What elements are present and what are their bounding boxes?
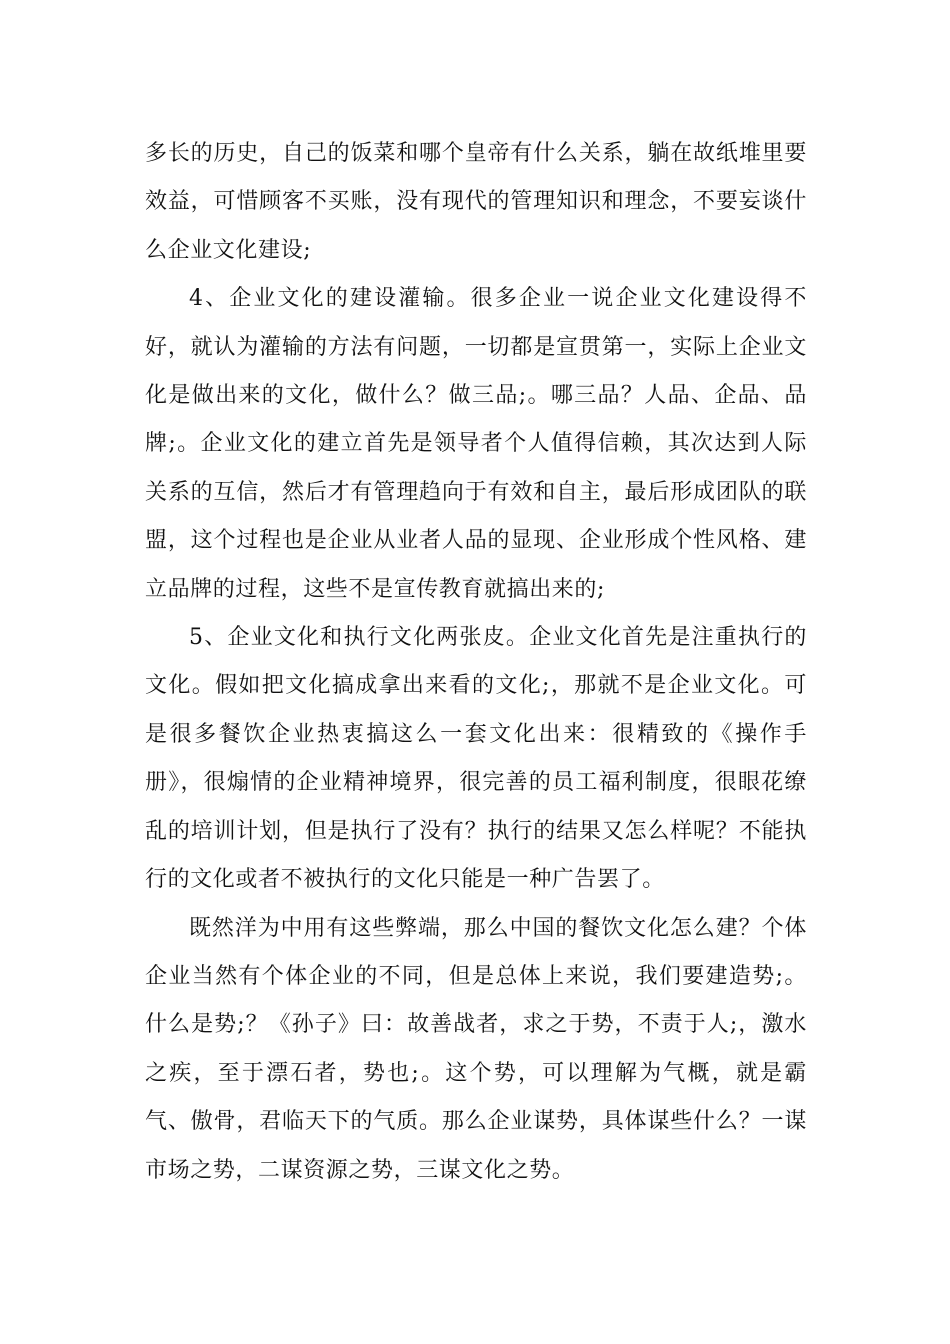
paragraph-continuation: 多长的历史，自己的饭菜和哪个皇帝有什么关系，躺在故纸堆里要效益，可惜顾客不买账，没有现代的管理知识和理念，不要妄谈什么企业文化建设; xyxy=(145,141,807,263)
body-text xyxy=(145,130,807,1195)
paragraph-item-5: 5、企业文化和执行文化两张皮。企业文化首先是注重执行的文化。假如把文化搞成拿出来看的文化;，那就不是企业文化。可是很多餐饮企业热衷搞这么一套文化出来：很精致的《操作手册》，很煽情的企业精神境界，很完善的员工福利制度，很眼花缭乱的培训计划，但是执行了没有？执行的结果又怎么样呢？不能执行的文化或者不被执行的文化只能是一种广告罢了。 xyxy=(145,625,807,893)
paragraph-conclusion: 既然洋为中用有这些弊端，那么中国的餐饮文化怎么建？个体企业当然有个体企业的不同，但是总体上来说，我们要建造势;。什么是势;？《孙子》曰：故善战者，求之于势，不责于人;，激水之疾，至于漂石者，势也;。这个势，可以理解为气概，就是霸气、傲骨，君临天下的气质。那么企业谋势，具体谋些什么？一谋市场之势，二谋资源之势，三谋文化之势。 xyxy=(145,915,807,1183)
paragraph-item-4: 4、企业文化的建设灌输。很多企业一说企业文化建设得不好，就认为灌输的方法有问题，一切都是宣贯第一，实际上企业文化是做出来的文化，做什么？做三品;。哪三品？人品、企品、品牌;。企业文化的建立首先是领导者个人值得信赖，其次达到人际关系的互信，然后才有管理趋向于有效和自主，最后形成团队的联盟，这个过程也是企业从业者人品的显现、企业形成个性风格、建立品牌的过程，这些不是宣传教育就搞出来的; xyxy=(145,286,807,602)
